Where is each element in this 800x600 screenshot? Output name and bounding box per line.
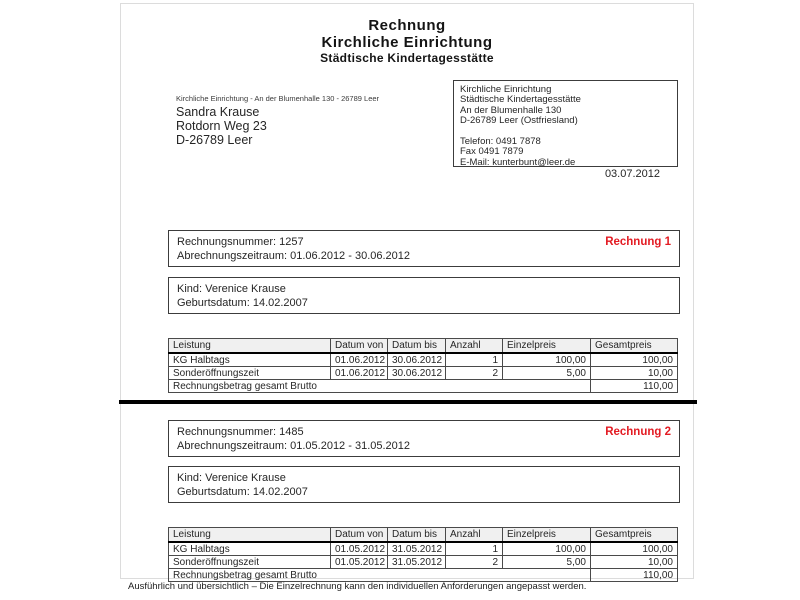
issuer-phone: Telefon: 0491 7878 xyxy=(460,136,541,148)
invoice-number-value: 1485 xyxy=(279,426,304,438)
table-header-row xyxy=(169,528,678,543)
column-header-leistung: Leistung xyxy=(169,528,331,543)
invoice-number-label: Rechnungsnummer: xyxy=(177,236,277,248)
title-line-1: Rechnung xyxy=(368,17,446,34)
issuer-fax: Fax 0491 7879 xyxy=(460,146,524,158)
table-cell: 10,00 xyxy=(591,367,678,380)
total-value-cell: 110,00 xyxy=(591,380,678,393)
total-value-cell: 110,00 xyxy=(591,569,678,582)
recipient-name: Sandra Krause xyxy=(176,105,260,119)
child-name-line xyxy=(177,282,671,296)
table-cell: 5,00 xyxy=(503,556,591,569)
invoice2-period-line xyxy=(177,439,671,453)
table-cell: 5,00 xyxy=(503,367,591,380)
table-header-row xyxy=(169,339,678,354)
table-cell: 31.05.2012 xyxy=(388,542,446,556)
table-cell: 30.06.2012 xyxy=(388,367,446,380)
child-name-value: Verenice Krause xyxy=(205,283,286,295)
invoice2-child-box xyxy=(168,466,680,503)
table-cell: KG Halbtags xyxy=(169,353,331,367)
column-header-einzelpreis: Einzelpreis xyxy=(503,339,591,354)
issuer-line: An der Blumenhalle 130 xyxy=(460,104,562,116)
birthdate-line xyxy=(177,485,671,499)
title-line-3: Städtische Kindertagesstätte xyxy=(320,51,494,65)
invoice1-child-box xyxy=(168,277,680,314)
total-label-cell: Rechnungsbetrag gesamt Brutto xyxy=(169,569,591,582)
column-header-anzahl: Anzahl xyxy=(446,528,503,543)
table-total-row xyxy=(169,569,678,582)
birthdate-label: Geburtsdatum: xyxy=(177,486,250,498)
column-header-leistung: Leistung xyxy=(169,339,331,354)
table-row xyxy=(169,542,678,556)
invoice1-header-box xyxy=(168,230,680,267)
table-cell: 01.06.2012 xyxy=(331,367,388,380)
table-cell: 100,00 xyxy=(503,542,591,556)
invoice1-line-items-table xyxy=(168,338,678,393)
table-cell: 100,00 xyxy=(591,542,678,556)
marketing-caption: Ausführlich und übersichtlich – Die Einzelrechnung kann den individuellen Anforderungen angepasst werden. xyxy=(128,581,587,592)
invoice2-header-box xyxy=(168,420,680,457)
table-row xyxy=(169,367,678,380)
invoice-number-value: 1257 xyxy=(279,236,304,248)
table-cell: 30.06.2012 xyxy=(388,353,446,367)
column-header-gesamtpreis: Gesamtpreis xyxy=(591,528,678,543)
title-line-2: Kirchliche Einrichtung xyxy=(321,34,493,51)
recipient-street: Rotdorn Weg 23 xyxy=(176,119,267,133)
issuer-line: Kirchliche Einrichtung xyxy=(460,84,552,95)
period-label: Abrechnungszeitraum: xyxy=(177,250,288,262)
sender-return-address: Kirchliche Einrichtung - An der Blumenhalle 130 - 26789 Leer xyxy=(176,94,380,103)
table-cell: KG Halbtags xyxy=(169,542,331,556)
invoice2-number-line xyxy=(177,425,671,439)
column-header-gesamtpreis: Gesamtpreis xyxy=(591,339,678,354)
table-cell: Sonderöffnungszeit xyxy=(169,367,331,380)
table-cell: 10,00 xyxy=(591,556,678,569)
page-break-divider xyxy=(119,400,697,404)
document-title xyxy=(121,17,693,65)
table-cell: 1 xyxy=(446,353,503,367)
birthdate-line xyxy=(177,296,671,310)
table-cell: 1 xyxy=(446,542,503,556)
issuer-info-box xyxy=(453,80,678,167)
column-header-datum-von: Datum von xyxy=(331,339,388,354)
table-cell: 01.06.2012 xyxy=(331,353,388,367)
period-label: Abrechnungszeitraum: xyxy=(177,440,288,452)
issuer-line: Städtische Kindertagesstätte xyxy=(460,94,581,106)
table-row xyxy=(169,556,678,569)
column-header-einzelpreis: Einzelpreis xyxy=(503,528,591,543)
child-name-line xyxy=(177,471,671,485)
recipient-address xyxy=(176,105,267,147)
column-header-datum-bis: Datum bis xyxy=(388,339,446,354)
invoice2-line-items-table xyxy=(168,527,678,582)
table-cell: 100,00 xyxy=(503,353,591,367)
invoice-number-label: Rechnungsnummer: xyxy=(177,426,277,438)
invoice-page xyxy=(120,3,694,579)
table-cell: 31.05.2012 xyxy=(388,556,446,569)
birthdate-value: 14.02.2007 xyxy=(252,486,308,498)
invoice1-badge: Rechnung 1 xyxy=(605,236,671,248)
period-value: 01.05.2012 - 31.05.2012 xyxy=(290,440,411,452)
child-name-value: Verenice Krause xyxy=(205,472,286,484)
table-cell: 01.05.2012 xyxy=(331,542,388,556)
invoice1-period-line xyxy=(177,249,671,263)
child-label: Kind: xyxy=(177,283,203,295)
table-row xyxy=(169,353,678,367)
table-cell: 2 xyxy=(446,556,503,569)
child-label: Kind: xyxy=(177,472,203,484)
issuer-line: D-26789 Leer (Ostfriesland) xyxy=(460,115,578,127)
table-cell: 100,00 xyxy=(591,353,678,367)
invoice2-badge: Rechnung 2 xyxy=(605,426,671,438)
column-header-datum-bis: Datum bis xyxy=(388,528,446,543)
table-total-row xyxy=(169,380,678,393)
table-cell: 01.05.2012 xyxy=(331,556,388,569)
total-label-cell: Rechnungsbetrag gesamt Brutto xyxy=(169,380,591,393)
column-header-datum-von: Datum von xyxy=(331,528,388,543)
document-date: 03.07.2012 xyxy=(604,168,660,180)
invoice1-number-line xyxy=(177,235,671,249)
column-header-anzahl: Anzahl xyxy=(446,339,503,354)
table-cell: Sonderöffnungszeit xyxy=(169,556,331,569)
recipient-city: D-26789 Leer xyxy=(176,133,253,147)
birthdate-value: 14.02.2007 xyxy=(252,297,308,309)
birthdate-label: Geburtsdatum: xyxy=(177,297,250,309)
issuer-email: E-Mail: kunterbunt@leer.de xyxy=(460,156,576,168)
table-cell: 2 xyxy=(446,367,503,380)
period-value: 01.06.2012 - 30.06.2012 xyxy=(290,250,411,262)
